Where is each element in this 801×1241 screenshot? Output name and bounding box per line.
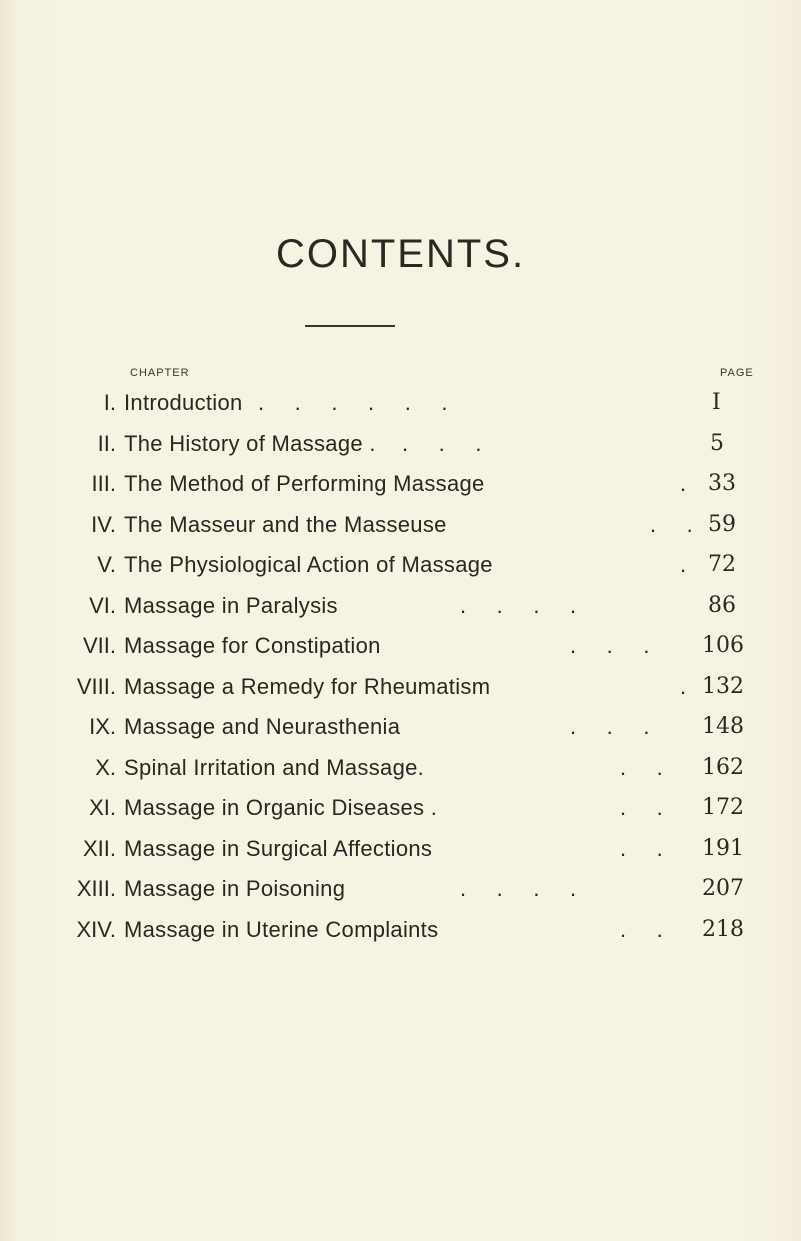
chapter-number: VIII. <box>76 673 116 699</box>
page-number: 148 <box>702 714 744 739</box>
chapter-title: Massage for Constipation <box>124 633 381 658</box>
page-number: 106 <box>702 633 744 658</box>
page-number: 172 <box>702 795 744 820</box>
chapter-title: Massage in Surgical Affections <box>124 835 433 861</box>
page-number: 33 <box>708 471 736 496</box>
chapter-title: Massage in Uterine Complaints <box>124 916 439 942</box>
toc-entry <box>0 869 801 910</box>
toc-entry <box>0 586 801 627</box>
page-number: 191 <box>702 835 744 861</box>
toc-entry <box>0 707 801 748</box>
chapter-column-header: CHAPTER <box>130 367 190 379</box>
dot-leader: . . <box>620 754 663 780</box>
toc-entry <box>0 667 801 708</box>
chapter-number: VI. <box>89 592 116 618</box>
chapter-title: The Physiological Action of Massage <box>124 552 493 577</box>
dot-leader: . . <box>620 835 663 861</box>
page-number: 132 <box>702 673 744 699</box>
chapter-title: The Masseur and the Masseuse <box>124 511 447 537</box>
page-number: 218 <box>702 916 744 942</box>
chapter-title: Massage and Neurasthenia <box>124 714 401 739</box>
toc-entry <box>0 545 801 586</box>
chapter-number: I. <box>103 390 116 415</box>
toc-entry <box>0 626 801 667</box>
toc-entry <box>0 505 801 546</box>
dot-leader: . . . <box>570 633 650 658</box>
chapter-title: Introduction <box>124 390 243 415</box>
chapter-number: XIII. <box>76 876 116 901</box>
page-number: 207 <box>702 876 744 901</box>
chapter-number: II. <box>97 430 116 456</box>
page-number: 5 <box>710 430 724 456</box>
chapter-number: V. <box>97 552 116 577</box>
chapter-number: XIV. <box>76 916 116 942</box>
chapter-title: The Method of Performing Massage <box>124 471 485 496</box>
chapter-number: X. <box>95 754 116 780</box>
chapter-number: III. <box>91 471 116 496</box>
dot-leader: . . . . <box>460 876 577 901</box>
toc-entry <box>0 383 801 424</box>
chapter-title: Massage in Poisoning <box>124 876 346 901</box>
toc-entry <box>0 910 801 951</box>
dot-leader: . <box>680 552 687 577</box>
dot-leader: . . . <box>570 714 650 739</box>
page-number: 86 <box>708 592 736 618</box>
table-of-contents <box>0 383 801 950</box>
chapter-number: XII. <box>82 835 116 861</box>
chapter-title: Massage in Paralysis <box>124 592 338 618</box>
page-number: 59 <box>708 511 736 537</box>
page-number: 72 <box>708 552 736 577</box>
dot-leader: . <box>680 673 687 699</box>
dot-leader: . . . <box>402 430 482 456</box>
dot-leader: . . <box>650 511 693 537</box>
chapter-number: XI. <box>89 795 116 820</box>
toc-entry <box>0 748 801 789</box>
title-rule <box>305 325 395 327</box>
chapter-number: VII. <box>82 633 116 658</box>
dot-leader: . . . . . . <box>258 390 448 415</box>
chapter-title: Massage in Organic Diseases . <box>124 795 438 820</box>
page-number: 162 <box>702 754 744 780</box>
dot-leader: . . <box>620 795 663 820</box>
page-title: CONTENTS. <box>275 232 526 276</box>
dot-leader: . . <box>620 916 663 942</box>
page-column-header: PAGE <box>720 367 754 379</box>
dot-leader: . <box>680 471 687 496</box>
toc-entry <box>0 829 801 870</box>
toc-entry <box>0 424 801 465</box>
toc-entry <box>0 464 801 505</box>
chapter-number: IV. <box>91 511 116 537</box>
chapter-title: Spinal Irritation and Massage. <box>124 754 425 780</box>
chapter-title: The History of Massage . <box>124 430 376 456</box>
chapter-title: Massage a Remedy for Rheumatism <box>124 673 491 699</box>
page-number: I <box>712 390 721 415</box>
chapter-number: IX. <box>89 714 116 739</box>
dot-leader: . . . . <box>460 592 577 618</box>
toc-entry <box>0 788 801 829</box>
